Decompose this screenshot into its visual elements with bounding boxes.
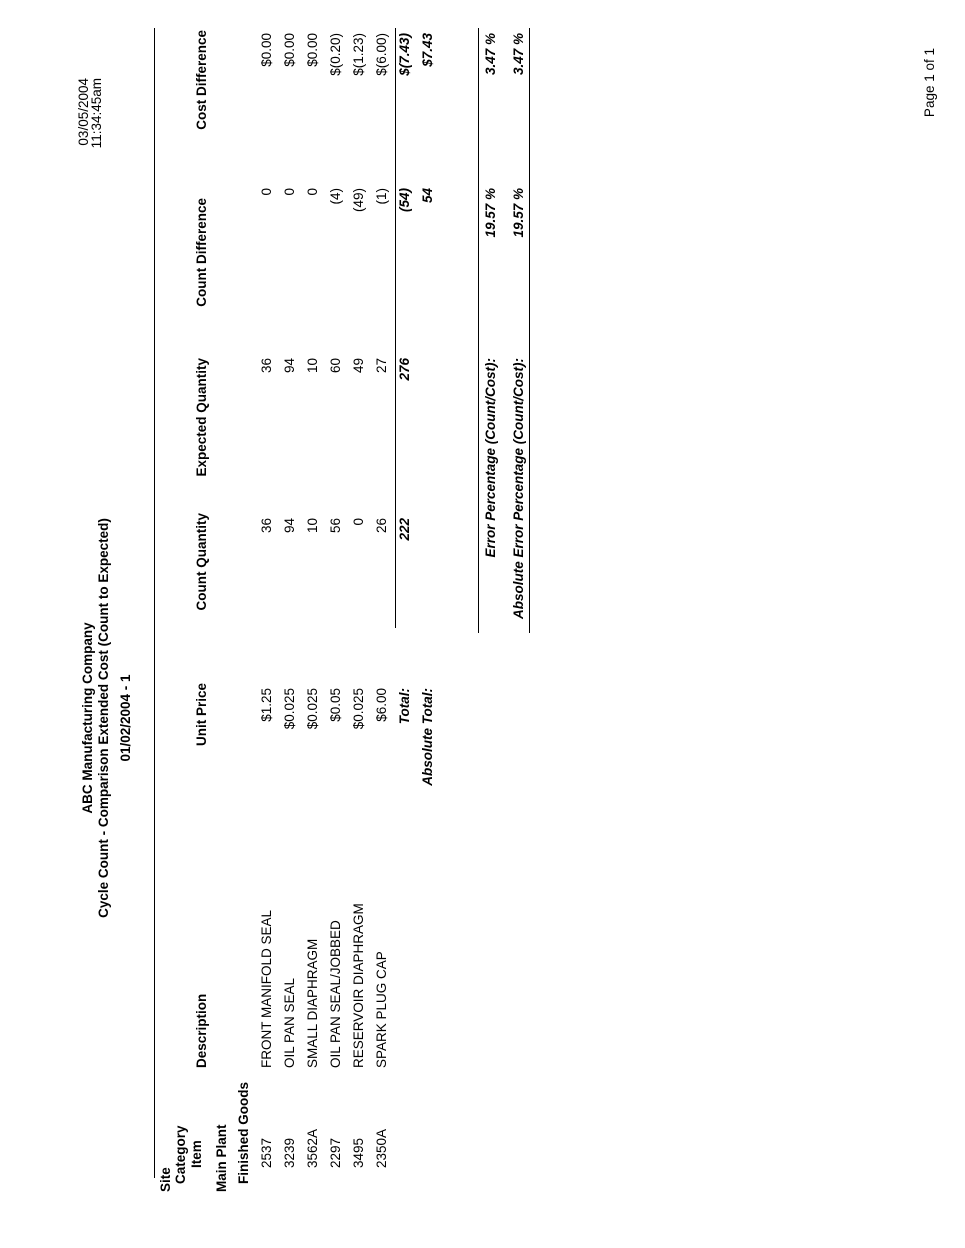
category-name: Finished Goods — [236, 1081, 251, 1184]
unit-price: $0.025 — [282, 688, 297, 730]
col-unit-price: Unit Price — [194, 683, 209, 747]
count-qty: 0 — [351, 518, 366, 526]
abs-error-cost-pct: 3.47 % — [511, 33, 526, 76]
total-count-qty: 222 — [397, 518, 412, 541]
col-description: Description — [194, 993, 209, 1068]
unit-price: $1.25 — [259, 688, 274, 722]
expected-qty: 10 — [305, 358, 320, 374]
item-number: 3495 — [351, 1137, 366, 1168]
count-diff: 0 — [305, 188, 320, 196]
item-description: OIL PAN SEAL/JOBBED — [328, 920, 343, 1068]
total-cost-diff: $(7.43) — [397, 33, 412, 76]
absolute-cost-diff: $7.43 — [420, 33, 435, 67]
item-description: SPARK PLUG CAP — [374, 951, 389, 1068]
count-diff: (1) — [374, 188, 389, 205]
count-qty: 94 — [282, 518, 297, 534]
item-number: 2537 — [259, 1137, 274, 1168]
absolute-count-diff: 54 — [420, 188, 435, 204]
col-item: Item — [189, 1140, 204, 1168]
cost-diff: $(6.00) — [374, 33, 389, 76]
item-number: 2350A — [374, 1128, 389, 1168]
item-description: RESERVOIR DIAPHRAGM — [351, 903, 366, 1068]
cost-diff: $0.00 — [305, 33, 320, 67]
total-count-diff: (54) — [397, 188, 412, 213]
item-number: 2297 — [328, 1137, 343, 1168]
unit-price: $0.025 — [351, 688, 366, 730]
col-category: Category — [173, 1125, 188, 1184]
report-date: 03/05/2004 — [76, 78, 91, 146]
error-cost-pct: 3.47 % — [483, 33, 498, 76]
count-diff: 0 — [282, 188, 297, 196]
count-diff: (49) — [351, 188, 366, 213]
col-expected-qty: Expected Quantity — [194, 358, 209, 477]
col-site: Site — [158, 1167, 173, 1192]
col-count-qty: Count Quantity — [194, 513, 209, 611]
count-diff: 0 — [259, 188, 274, 196]
total-rule — [395, 28, 396, 628]
expected-qty: 36 — [259, 358, 274, 374]
abs-error-pct-label: Absolute Error Percentage (Count/Cost): — [511, 358, 526, 620]
unit-price: $0.05 — [328, 688, 343, 722]
page-number: Page 1 of 1 — [922, 48, 937, 118]
count-diff: (4) — [328, 188, 343, 205]
company-name: ABC Manufacturing Company — [80, 622, 95, 814]
count-qty: 26 — [374, 518, 389, 534]
item-description: FRONT MANIFOLD SEAL — [259, 909, 274, 1068]
item-number: 3562A — [305, 1128, 320, 1168]
error-bottom-rule — [529, 28, 530, 633]
item-description: SMALL DIAPHRAGM — [305, 938, 320, 1068]
count-id: 01/02/2004 - 1 — [118, 674, 133, 762]
report-title: Cycle Count - Comparison Extended Cost (Count to Expected) — [96, 518, 111, 918]
abs-error-count-pct: 19.57 % — [511, 188, 526, 238]
count-qty: 36 — [259, 518, 274, 534]
item-number: 3239 — [282, 1137, 297, 1168]
expected-qty: 27 — [374, 358, 389, 374]
expected-qty: 94 — [282, 358, 297, 374]
cost-diff: $0.00 — [282, 33, 297, 67]
absolute-total-label: Absolute Total: — [420, 688, 435, 786]
error-count-pct: 19.57 % — [483, 188, 498, 238]
count-qty: 56 — [328, 518, 343, 534]
item-description: OIL PAN SEAL — [282, 977, 297, 1068]
col-count-diff: Count Difference — [194, 198, 209, 307]
error-pct-label: Error Percentage (Count/Cost): — [483, 358, 498, 558]
total-label: Total: — [397, 688, 412, 725]
expected-qty: 60 — [328, 358, 343, 374]
cost-diff: $(1.23) — [351, 33, 366, 76]
cost-diff: $0.00 — [259, 33, 274, 67]
site-name: Main Plant — [214, 1124, 229, 1192]
header-rule — [154, 28, 155, 1178]
unit-price: $6.00 — [374, 688, 389, 722]
col-cost-diff: Cost Difference — [194, 30, 209, 130]
count-qty: 10 — [305, 518, 320, 534]
expected-qty: 49 — [351, 358, 366, 374]
error-rule — [478, 28, 479, 633]
cost-diff: $(0.20) — [328, 33, 343, 76]
total-expected-qty: 276 — [397, 358, 412, 381]
unit-price: $0.025 — [305, 688, 320, 730]
report-time: 11:34:45am — [89, 78, 104, 149]
